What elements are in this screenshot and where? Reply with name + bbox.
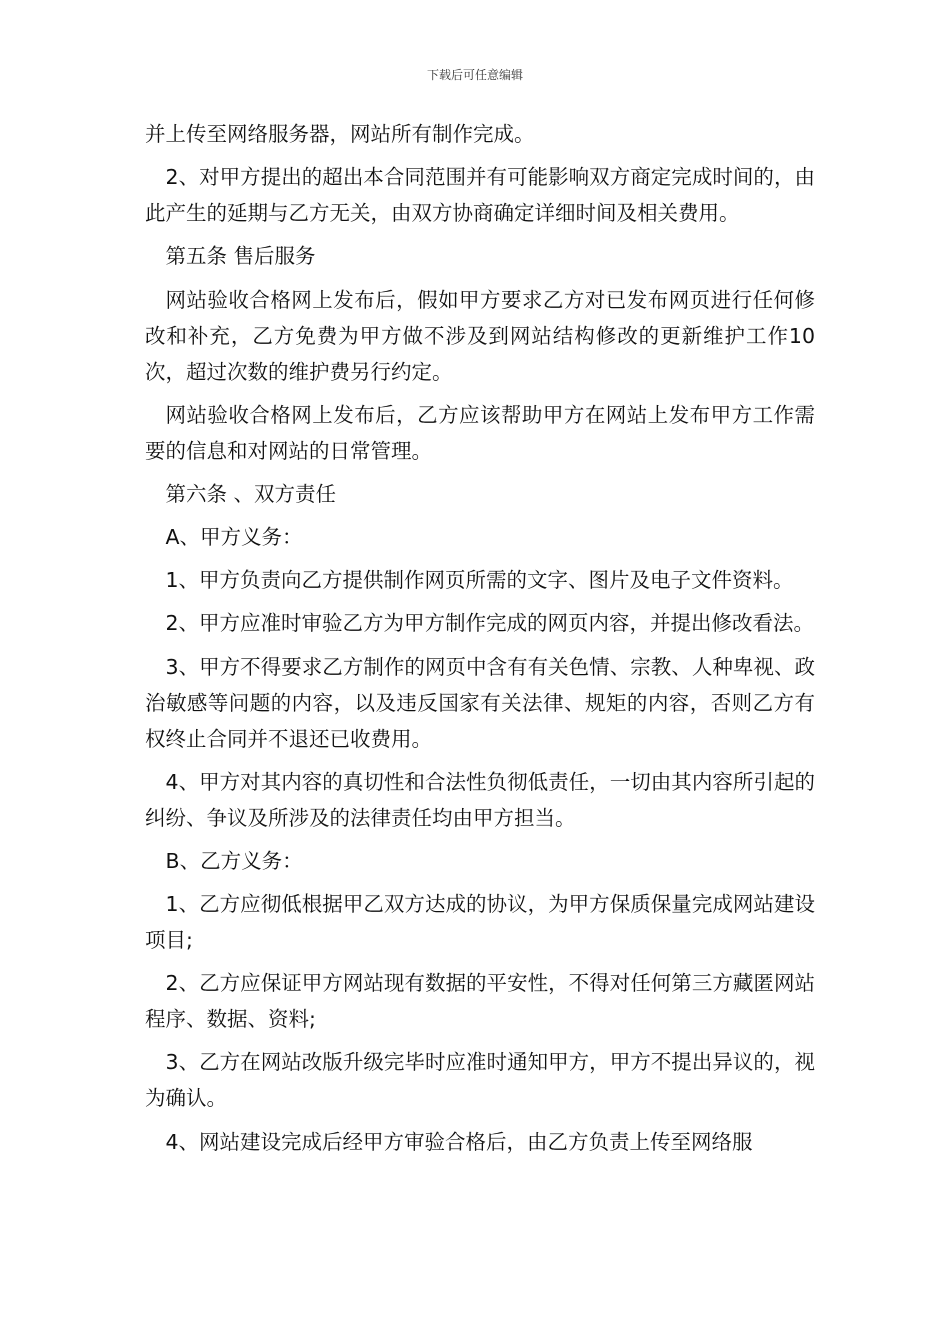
document-body [145, 116, 815, 1167]
section-heading: 第五条 售后服务 [165, 244, 316, 269]
list-item: 1、甲方负责向乙方提供制作网页所需的文字、图片及电子文件资料。 [165, 568, 794, 593]
paragraph: 网站验收合格网上发布后，乙方应该帮助甲方在网站上发布甲方工作需要的信息和对网站的日常管理。 [145, 402, 815, 463]
page-header: 下载后可任意编辑 [426, 68, 523, 82]
list-item: 1、乙方应彻低根据甲乙双方达成的协议，为甲方保质保量完成网站建设项目; [145, 892, 815, 953]
paragraph: 并上传至网络服务器，网站所有制作完成。 [145, 122, 535, 146]
section-heading: 第六条 、双方责任 [165, 481, 337, 506]
list-item: 4、甲方对其内容的真切性和合法性负彻低责任，一切由其内容所引起的纠纷、争议及所涉及的法律责任均由甲方担当。 [145, 769, 815, 830]
list-item: 3、乙方在网站改版升级完毕时应准时通知甲方，甲方不提出异议的，视为确认。 [145, 1050, 815, 1111]
paragraph: 2、对甲方提出的超出本合同范围并有可能影响双方商定完成时间的，由此产生的延期与乙方无关，由双方协商确定详细时间及相关费用。 [145, 165, 815, 226]
list-item: 2、乙方应保证甲方网站现有数据的平安性，不得对任何第三方藏匿网站程序、数据、资料; [145, 971, 815, 1032]
list-item: 2、甲方应准时审验乙方为甲方制作完成的网页内容，并提出修改看法。 [165, 611, 815, 636]
subsection-heading: B、乙方义务： [165, 848, 303, 873]
paragraph: 网站验收合格网上发布后，假如甲方要求乙方对已发布网页进行任何修改和补充，乙方免费为甲方做不涉及到网站结构修改的更新维护工作10次，超过次数的维护费另行约定。 [145, 287, 815, 384]
list-item: 4、网站建设完成后经甲方审验合格后，由乙方负责上传至网络服 [165, 1129, 753, 1154]
list-item: 3、甲方不得要求乙方制作的网页中含有有关色情、宗教、人种卑视、政治敏感等问题的内容，以及违反国家有关法律、规矩的内容，否则乙方有权终止合同并不退还已收费用。 [145, 654, 815, 751]
subsection-heading: A、甲方义务： [165, 525, 303, 550]
